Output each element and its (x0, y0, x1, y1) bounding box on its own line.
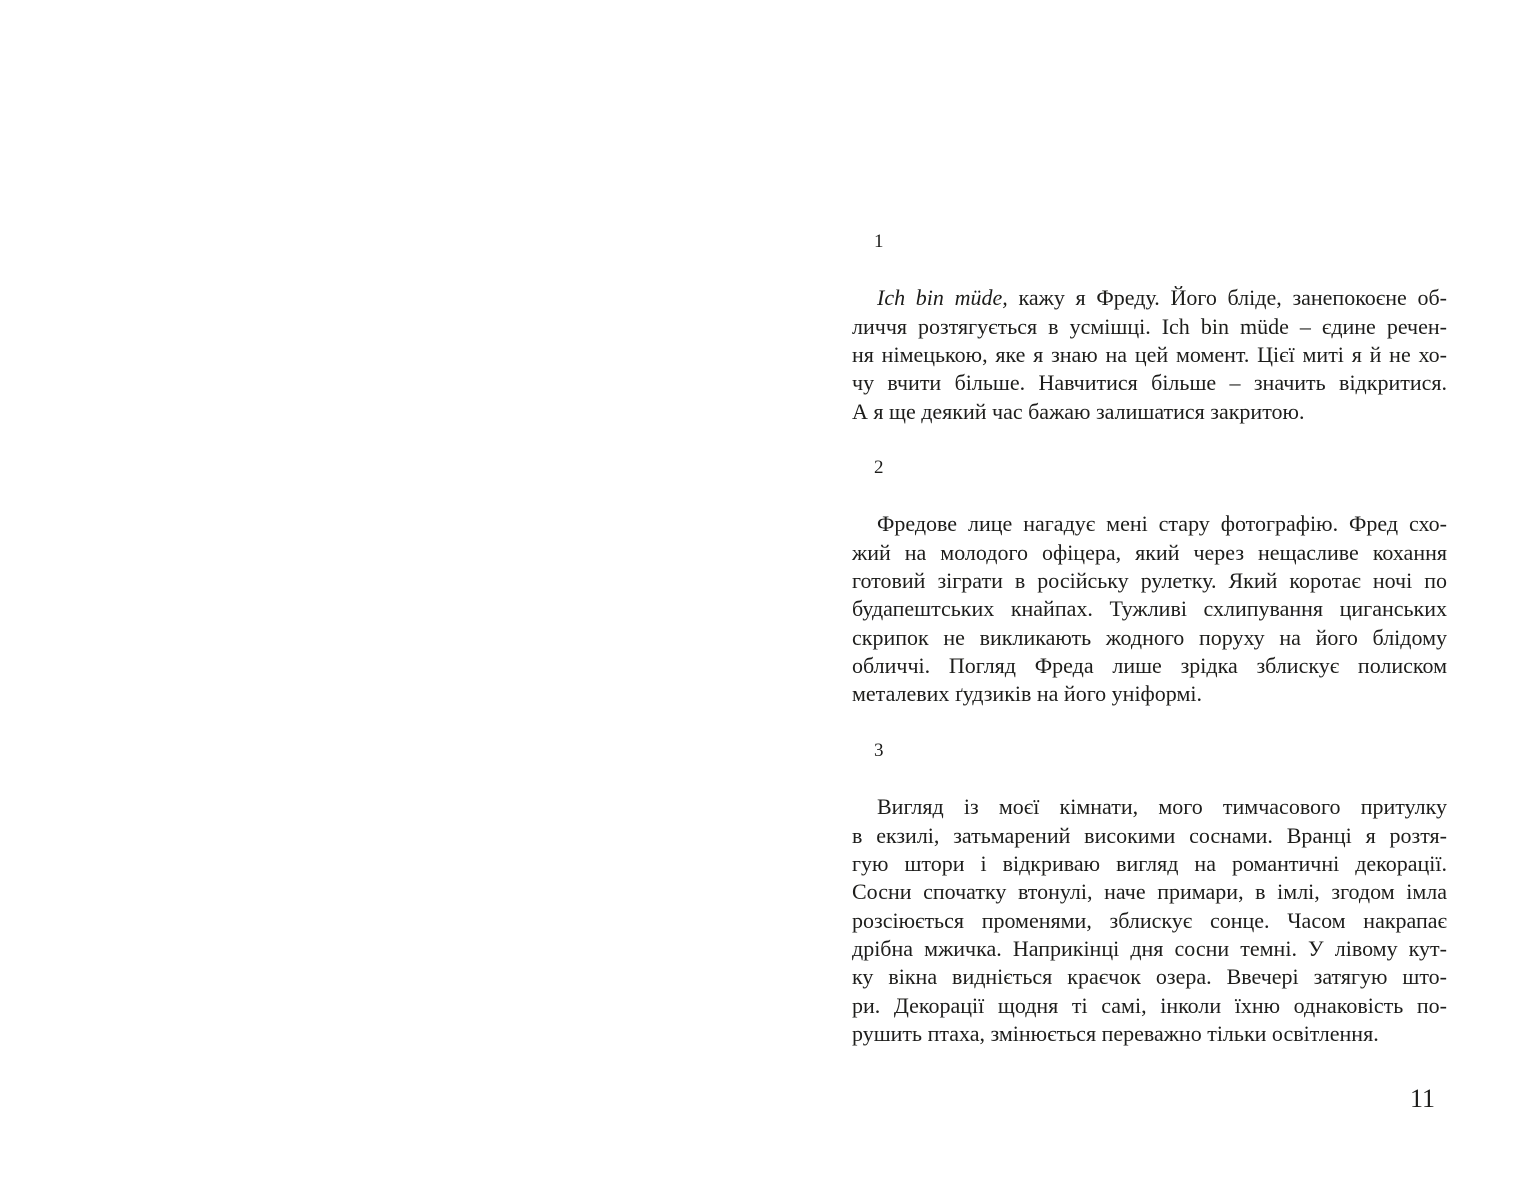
italic-phrase: Ich bin müde, (877, 285, 1008, 311)
text-line (852, 1020, 1447, 1048)
text-line (852, 284, 1447, 312)
text-line (852, 510, 1447, 538)
text-line (852, 680, 1447, 708)
text-line (852, 624, 1447, 652)
text-line (852, 992, 1447, 1020)
section-1 (852, 228, 1447, 426)
text-segment: будапештських кнайпах. Тужливі схлипування циганських (852, 596, 1447, 622)
section-paragraph (852, 793, 1447, 1048)
text-line (852, 935, 1447, 963)
section-paragraph (852, 510, 1447, 708)
text-line (852, 567, 1447, 595)
text-line (852, 963, 1447, 991)
section-number: 3 (874, 739, 884, 761)
section-2 (852, 454, 1447, 709)
text-line (852, 793, 1447, 821)
text-segment: личчя розтягується в усмішці. Ich bin müde – єдине речен- (852, 313, 1447, 339)
text-segment: скрипок не викликають жодного поруху на його блідому (852, 624, 1447, 650)
text-segment: металевих ґудзиків на його уніформі. (852, 681, 1203, 707)
text-segment: розсіюється променями, зблискує сонце. Часом накрапає (852, 907, 1447, 933)
page-number: 11 (1409, 1084, 1435, 1114)
text-line (852, 595, 1447, 623)
text-segment: А я ще деякий час бажаю залишатися закритою. (852, 398, 1305, 424)
text-line (852, 313, 1447, 341)
text-segment: дрібна мжичка. Наприкінці дня сосни темні. У лівому кут- (852, 935, 1447, 961)
text-segment: ку вікна видніється краєчок озера. Ввечері затягую што- (852, 964, 1447, 990)
text-segment: в екзилі, затьмарений високими соснами. Вранці я розтя- (852, 822, 1447, 848)
section-number: 1 (874, 231, 884, 252)
text-line (852, 341, 1447, 369)
text-line (852, 652, 1447, 680)
text-line (852, 398, 1447, 426)
section-paragraph (852, 284, 1447, 426)
text-segment: Фредове лице нагадує мені стару фотографію. Фред схо- (877, 511, 1447, 537)
text-segment: жий на молодого офіцера, який через нещасливе кохання (852, 539, 1447, 565)
text-line (852, 907, 1447, 935)
text-line (852, 539, 1447, 567)
text-segment: ри. Декорації щодня ті самі, інколи їхню однаковість по- (852, 992, 1447, 1018)
text-segment: кажу я Фреду. Його бліде, занепокоєне об- (1007, 285, 1447, 311)
text-segment: Сосни спочатку втонулі, наче примари, в імлі, згодом імла (852, 879, 1447, 905)
text-segment: рушить птаха, змінюється переважно тільки освітлення. (852, 1020, 1379, 1046)
text-line (852, 850, 1447, 878)
text-segment: Вигляд із моєї кімнати, мого тимчасового притулку (877, 794, 1447, 820)
text-segment: чу вчити більше. Навчитися більше – значить відкритися. (852, 370, 1447, 396)
sections-container (852, 228, 1447, 1048)
text-column (852, 228, 1447, 1113)
text-segment: гую штори і відкриваю вигляд на романтичні декорації. (852, 850, 1447, 876)
text-segment: готовий зіграти в російську рулетку. Який коротає ночі по (852, 568, 1447, 594)
text-line (852, 822, 1447, 850)
text-segment: обличчі. Погляд Фреда лише зрідка зблискує полиском (852, 653, 1447, 679)
section-3 (852, 737, 1447, 1048)
section-number: 2 (874, 457, 884, 479)
text-line (852, 369, 1447, 397)
text-line (852, 878, 1447, 906)
text-segment: ня німецькою, яке я знаю на цей момент. Цієї миті я й не хо- (852, 342, 1447, 368)
